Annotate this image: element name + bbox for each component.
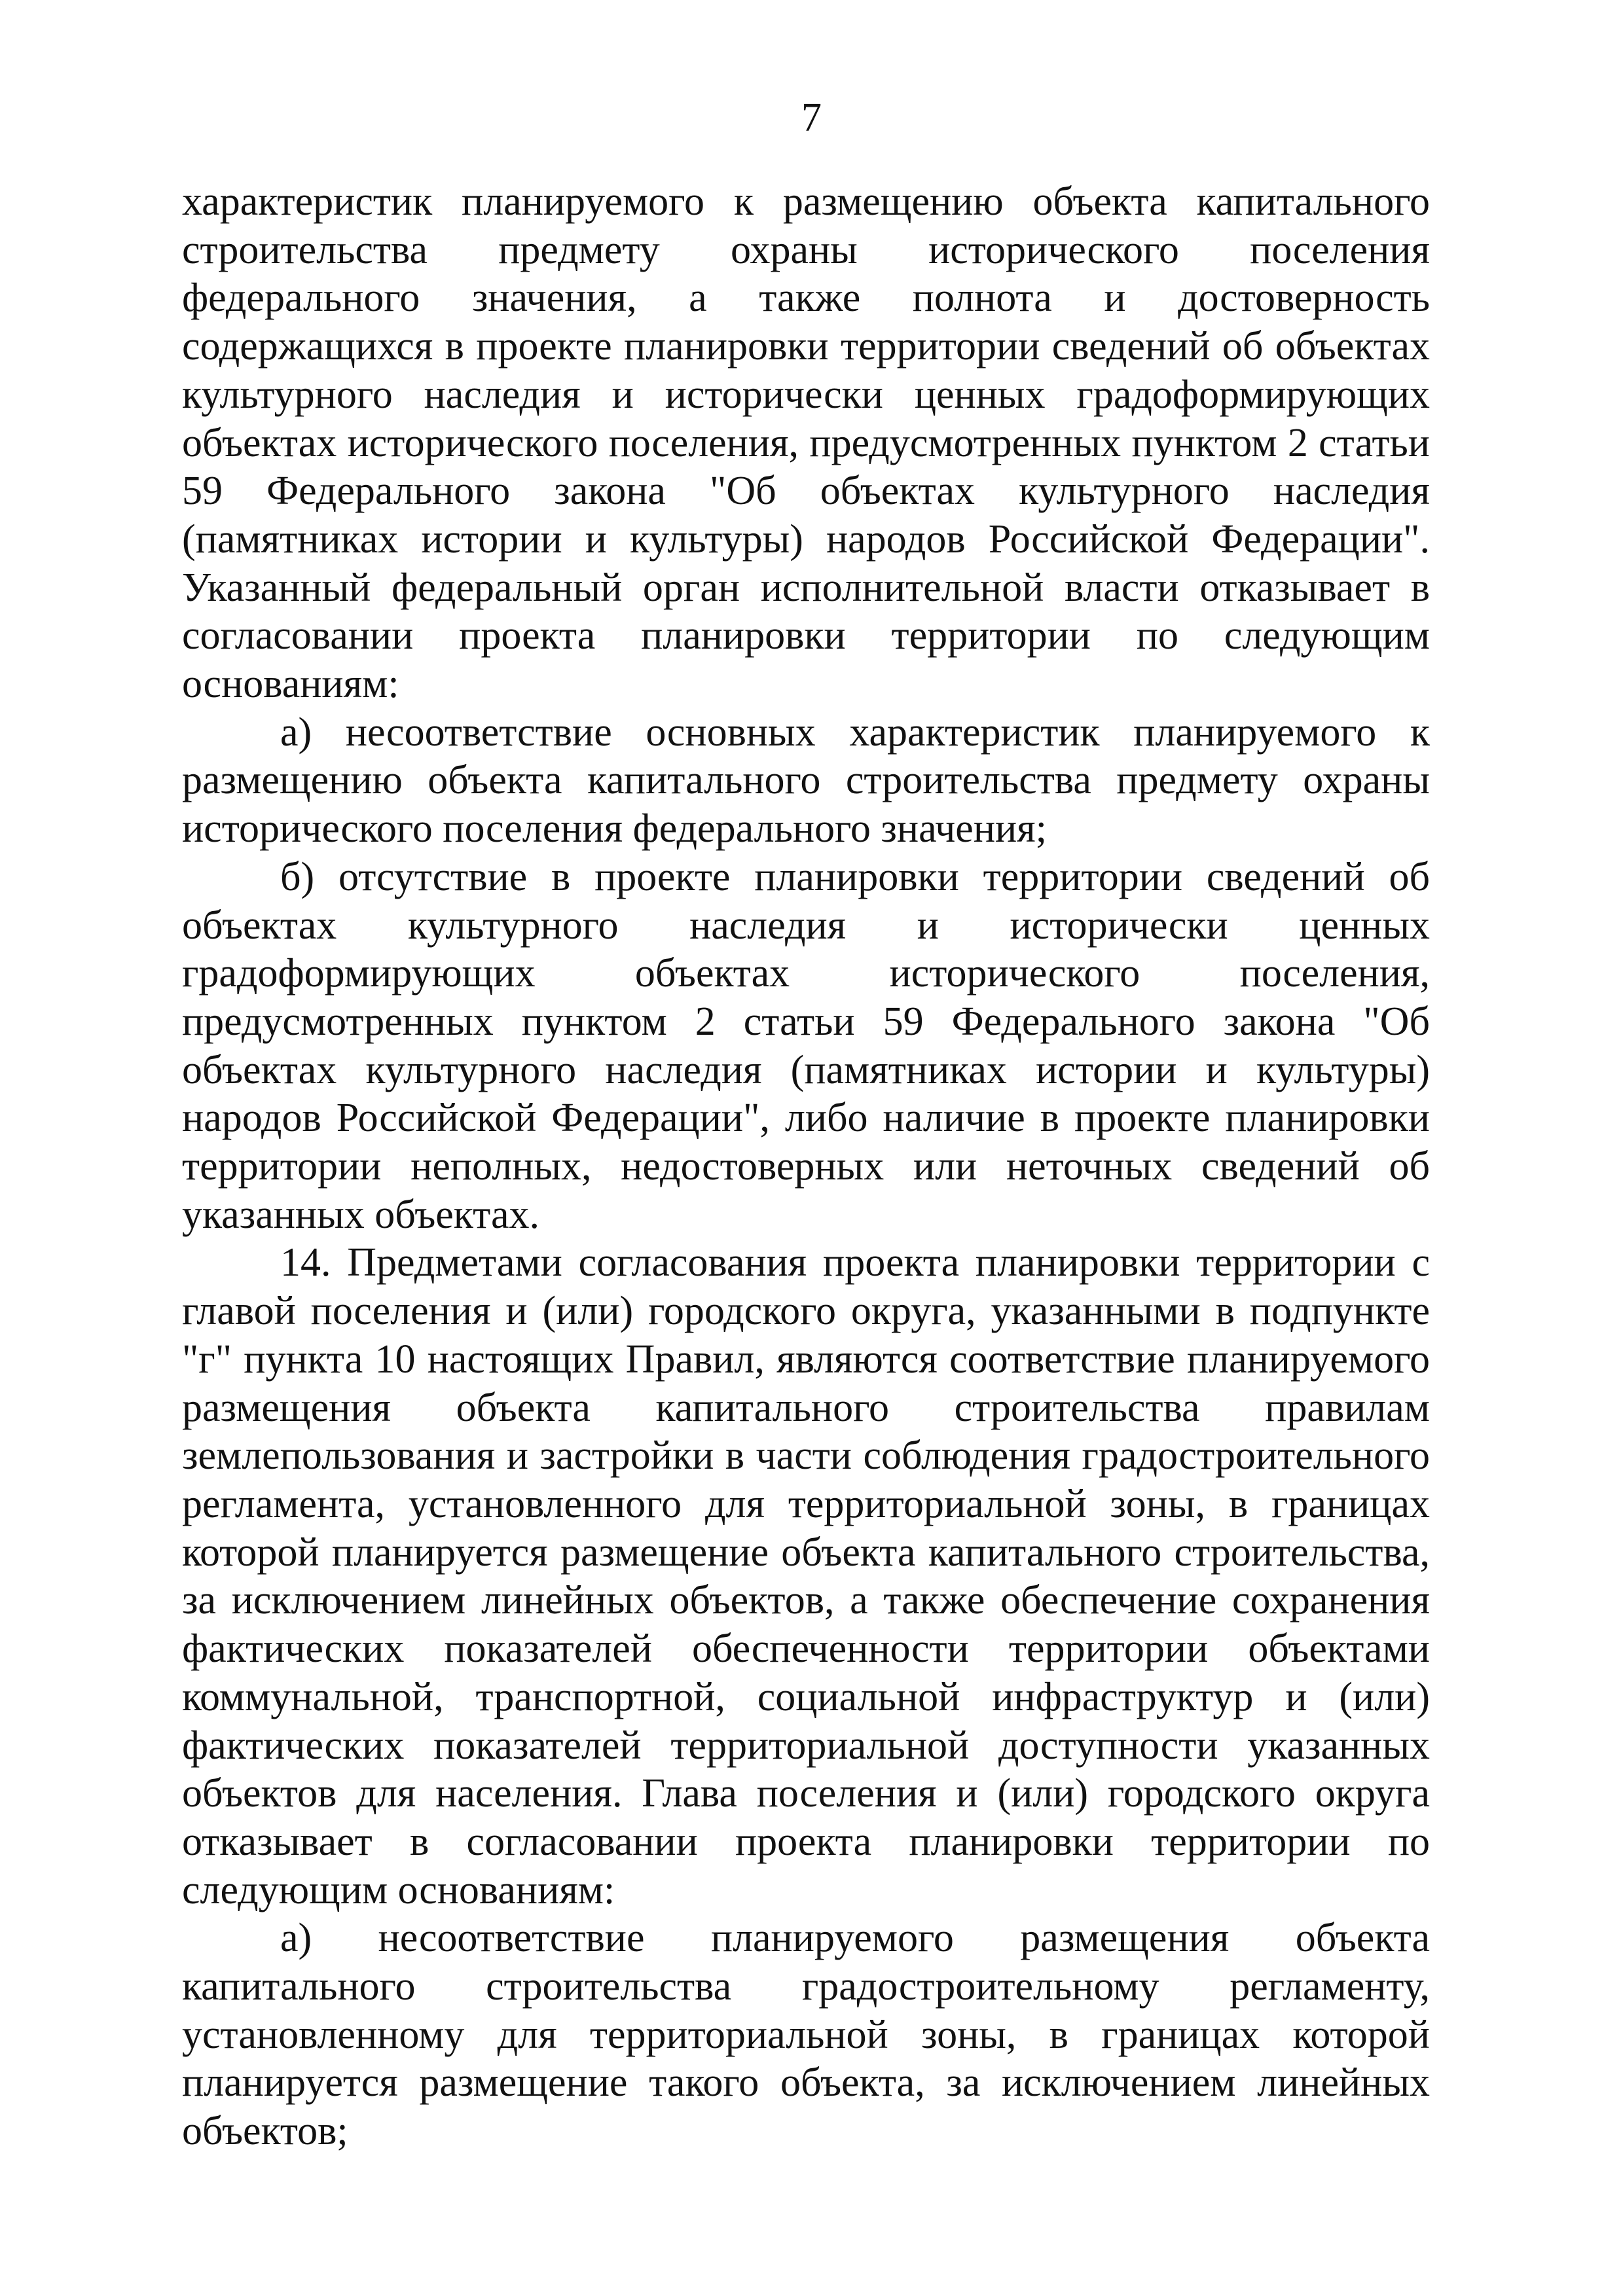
page-number: 7: [801, 96, 822, 140]
paragraph-item-14: 14. Предметами согласования проекта планировки территории с главой поселения и (или) городского округа, указанными в подпункте "г" пункта 10 настоящих Правил, являются соответствие планируемого размещения объекта капитального строительства правилам землепользования и застройки в части соблюдения градостроительного регламента, установленного для территориальной зоны, в границах которой планируется размещение объекта капитального строительства, за исключением линейных объектов, а также обеспечение сохранения фактических показателей обеспеченности территории объектами коммунальной, транспортной, социальной инфраструктур и (или) фактических показателей территориальной доступности указанных объектов для населения. Глава поселения и (или) городского округа отказывает в согласовании проекта планировки территории по следующим основаниям:: [182, 1240, 1430, 1912]
paragraph-subitem-b: б) отсутствие в проекте планировки территории сведений об объектах культурного наследия и исторически ценных градоформирующих объектах исторического поселения, предусмотренных пунктом 2 статьи 59 Федерального закона "Об объектах культурного наследия (памятниках истории и культуры) народов Российской Федерации", либо наличие в проекте планировки территории неполных, недостоверных или неточных сведений об указанных объектах.: [182, 854, 1430, 1237]
paragraph-subitem-a-2: а) несоответствие планируемого размещения объекта капитального строительства градостроительному регламенту, установленному для территориальной зоны, в границах которой планируется размещение такого объекта, за исключением линейных объектов;: [182, 1916, 1430, 2154]
paragraph-subitem-a: а) несоответствие основных характеристик планируемого к размещению объекта капитального строительства предмету охраны исторического поселения федерального значения;: [182, 709, 1430, 852]
document-body: [182, 178, 1430, 2156]
paragraph-continuation: характеристик планируемого к размещению объекта капитального строительства предмету охраны исторического поселения федерального значения, а также полнота и достоверность содержащихся в проекте планировки территории сведений об объектах культурного наследия и исторически ценных градоформирующих объектах исторического поселения, предусмотренных пунктом 2 статьи 59 Федерального закона "Об объектах культурного наследия (памятниках истории и культуры) народов Российской Федерации". Указанный федеральный орган исполнительной власти отказывает в согласовании проекта планировки территории по следующим основаниям:: [182, 179, 1430, 707]
